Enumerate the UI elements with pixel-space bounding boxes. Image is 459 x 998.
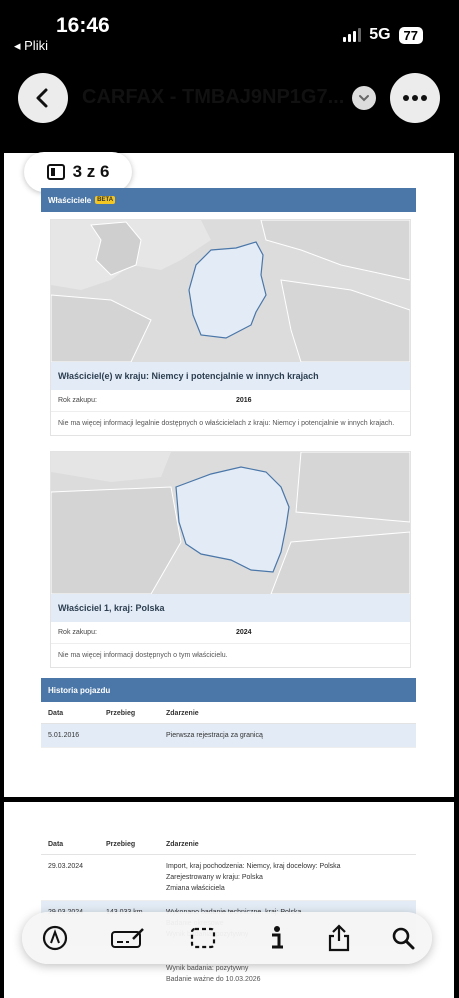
overflow-text	[166, 963, 261, 985]
chevron-down-icon	[352, 86, 376, 110]
search-icon	[391, 926, 415, 950]
signature-icon	[111, 927, 145, 949]
page-counter	[24, 152, 132, 192]
back-to-app-link[interactable]: ◂ Pliki	[14, 38, 48, 53]
history-table-header	[41, 834, 416, 855]
crop-select-icon	[190, 927, 216, 949]
col-date: Data	[48, 709, 64, 717]
signal-icon	[343, 28, 361, 42]
col-event: Zdarzenie	[166, 709, 199, 717]
battery-icon: 77	[399, 27, 423, 44]
purchase-year-label: Rok zakupu:	[58, 629, 97, 636]
germany-map-image	[51, 220, 410, 362]
status-time: 16:46	[56, 14, 110, 37]
history-section-title: Historia pojazdu	[48, 685, 111, 695]
purchase-year-label: Rok zakupu:	[58, 397, 97, 404]
purchase-year-row	[51, 622, 410, 644]
poland-map-image	[51, 452, 410, 594]
row-date: 5.01.2016	[48, 732, 80, 739]
search-button[interactable]	[388, 923, 418, 953]
overflow-line: Badanie ważne do 10.03.2026	[166, 976, 261, 983]
poland-map	[51, 452, 410, 594]
germany-map	[51, 220, 410, 362]
owner-card-poland	[50, 451, 411, 668]
owner-card-title: Właściciel(e) w kraju: Niemcy i potencjalnie w innych krajach	[51, 362, 410, 390]
document-title[interactable]: CARFAX - TMBAJ9NP1G7...	[82, 86, 344, 108]
signature-button[interactable]	[110, 923, 146, 953]
row-date: 29.03.2024	[48, 863, 84, 870]
owners-section-title: Właściciele	[48, 195, 92, 205]
row-event: Import, kraj pochodzenia: Niemcy, kraj docelowy: Polska Zarejestrowany w kraju: Polska Zmiana właściciela	[166, 863, 341, 892]
purchase-year-value: 2016	[236, 397, 252, 404]
col-mileage: Przebieg	[106, 709, 136, 717]
col-event: Zdarzenie	[166, 840, 199, 848]
more-horizontal-icon	[402, 94, 428, 102]
otomoto-logo: OTOMOTO	[12, 976, 88, 990]
beta-badge: BETA	[97, 197, 114, 203]
info-button[interactable]	[262, 923, 292, 953]
pages-icon	[47, 164, 65, 180]
history-table	[41, 703, 416, 748]
purchase-year-row	[51, 390, 410, 412]
share-icon	[327, 924, 351, 952]
owner-card-germany	[50, 219, 411, 436]
overflow-line: Wynik badania: pozytywny	[166, 965, 249, 972]
row-event: Pierwsza rejestracja za granicą	[166, 732, 263, 739]
page-counter-text: 3 z 6	[72, 162, 110, 181]
owners-section-header	[41, 188, 416, 212]
col-date: Data	[48, 840, 64, 848]
history-section-header	[41, 678, 416, 702]
back-button[interactable]	[18, 73, 68, 123]
share-button[interactable]	[324, 923, 354, 953]
owner-note: Nie ma więcej informacji legalnie dostępnych o właścicielach z kraju: Niemcy i potencjalnie w innych krajach.	[58, 420, 395, 427]
col-mileage: Przebieg	[106, 840, 136, 848]
more-button[interactable]	[390, 73, 440, 123]
owner-card-title: Właściciel 1, kraj: Polska	[51, 594, 410, 622]
owner-note: Nie ma więcej informacji dostępnych o tym właścicielu.	[58, 652, 228, 659]
network-type: 5G	[369, 26, 391, 43]
status-indicators	[343, 26, 423, 44]
info-icon	[269, 925, 285, 951]
status-bar	[0, 0, 459, 60]
crop-select-button[interactable]	[188, 923, 218, 953]
history-table-header	[41, 703, 416, 724]
chevron-left-icon	[32, 87, 54, 109]
markup-button[interactable]	[40, 923, 70, 953]
table-row	[41, 855, 416, 901]
viewer-toolbar	[22, 912, 432, 964]
markup-icon	[42, 925, 68, 951]
title-menu-chevron[interactable]	[352, 86, 376, 110]
purchase-year-value: 2024	[236, 629, 252, 636]
table-row	[41, 724, 416, 748]
